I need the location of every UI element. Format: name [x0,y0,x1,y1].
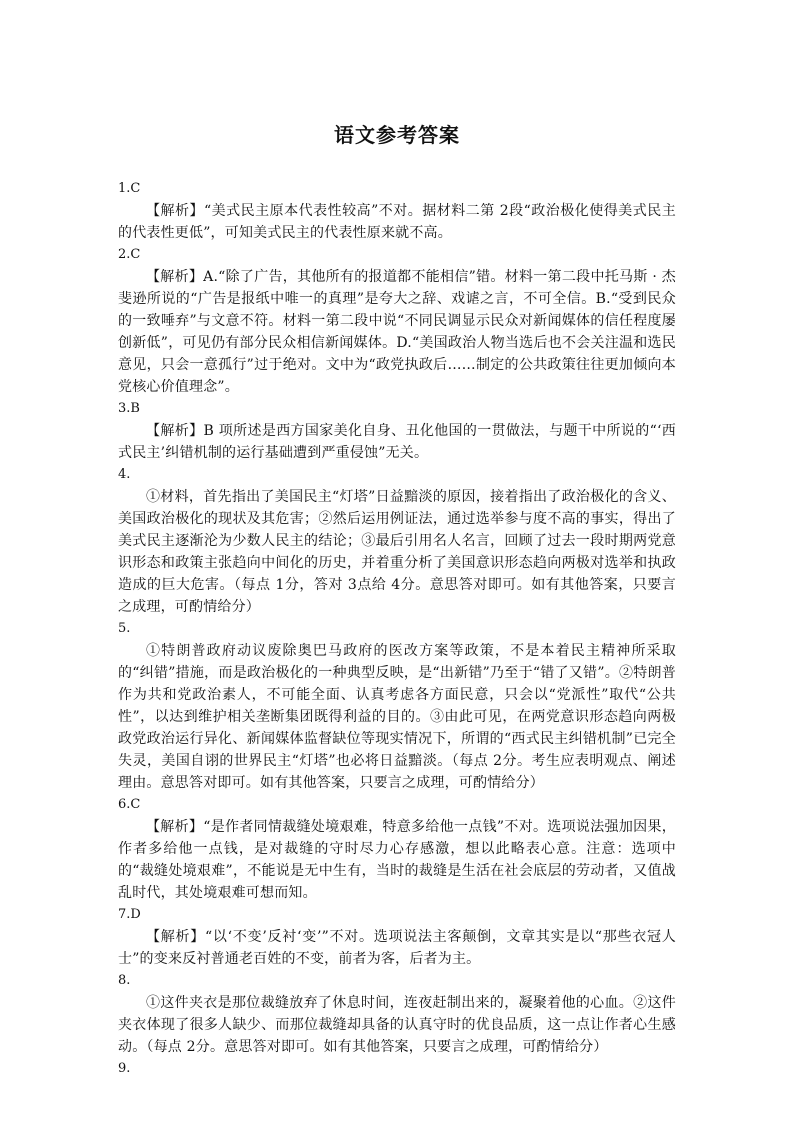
answer-number: 4. [118,467,131,482]
answer-number: 8. [118,973,131,988]
answer-text: ①材料，首先指出了美国民主“灯塔”日益黯淡的原因，接着指出了政治极化的含义、美国政治极化的现状及其危害；②然后运用例证法，通过选举参与度不高的事实，得出了美式民主逐渐沦为少数人民主的结论；③最后引用名人名言，回顾了过去一段时期两党意识形态和政策主张趋向中间化的历史，并着重分析了美国意识形态趋向两极对选举和执政造成的巨大危害。（每点 1分，答对 3点给 4分。意思答对即可。如有其他答案，只要言之成理，可酌情给分） [118,489,676,615]
answer-item-6 [118,794,676,904]
answer-text: 【解析】“是作者同情裁缝处境艰难，特意多给他一点钱”不对。选项说法强加因果，作者多给他一点钱，是对裁缝的守时尽力心存感激，想以此略表心意。注意：选项中的“裁缝处境艰难”，不能说是无中生有，当时的裁缝是生活在社会底层的劳动者，又值战乱时代，其处境艰难可想而知。 [118,819,676,901]
answer-number: 2.C [118,247,141,262]
answer-number: 5. [118,621,131,636]
answer-item-5 [118,618,676,794]
answer-number: 1.C [118,181,141,196]
answer-number: 9. [118,1061,131,1076]
answer-text: 【解析】A.“除了广告，其他所有的报道都不能相信”错。材料一第二段中托马斯 · 杰斐逊所说的“广告是报纸中唯一的真理”是夸大之辞、戏谑之言，不可全信。B.“受到民众的一致唾弃”与文意不符。材料一第二段中说“不同民调显示民众对新闻媒体的信任程度屡创新低”，可见仍有部分民众相信新闻媒体。D.“美国政治人物当选后也不会关注温和选民意见，只会一意孤行”过于绝对。文中为“政党执政后……制定的公共政策往往更加倾向本党核心价值理念”。 [118,269,676,395]
answer-number: 7.D [118,907,141,922]
answer-item-3 [118,398,676,464]
answer-item-8 [118,970,676,1058]
answer-item-9 [118,1058,676,1080]
answer-text: ①这件夹衣是那位裁缝放弃了休息时间，连夜赶制出来的，凝聚着他的心血。②这件夹衣体现了很多人缺少、而那位裁缝却具备的认真守时的优良品质，这一点让作者心生感动。（每点 2分。意思答对即可。如有其他答案，只要言之成理，可酌情给分） [118,995,676,1055]
answer-text: 【解析】“美式民主原本代表性较高”不对。据材料二第 2段“政治极化使得美式民主的代表性更低”，可知美式民主的代表性原来就不高。 [118,203,676,241]
answer-item-2 [118,244,676,398]
answer-text: 【解析】“以‘不变’反衬‘变’”不对。选项说法主客颠倒，文章其实是以“那些衣冠人士”的变来反衬普通老百姓的不变，前者为客，后者为主。 [118,929,676,967]
answer-item-1 [118,178,676,244]
answer-item-4 [118,464,676,618]
answer-number: 6.C [118,797,141,812]
answer-text: ①特朗普政府动议废除奥巴马政府的医改方案等政策，不是本着民主精神所采取的“纠错”措施，而是政治极化的一种典型反映，是“出新错”乃至于“错了又错”。②特朗普作为共和党政治素人，不可能全面、认真考虑各方面民意，只会以“党派性”取代“公共性”，以达到维护相关垄断集团既得利益的目的。③由此可见，在两党意识形态趋向两极政党政治运行异化、新闻媒体监督缺位等现实情况下，所谓的“西式民主纠错机制”已完全失灵，美国自诩的世界民主“灯塔”也必将日益黯淡。（每点 2分。考生应表明观点、阐述理由。意思答对即可。如有其他答案，只要言之成理，可酌情给分） [118,643,676,791]
page-title: 语文参考答案 [334,123,460,147]
answer-text: 【解析】B 项所述是西方国家美化自身、丑化他国的一贯做法，与题干中所说的“‘西式民主’纠错机制的运行基础遭到严重侵蚀”无关。 [118,423,676,461]
answer-number: 3.B [118,401,140,416]
answer-item-7 [118,904,676,970]
